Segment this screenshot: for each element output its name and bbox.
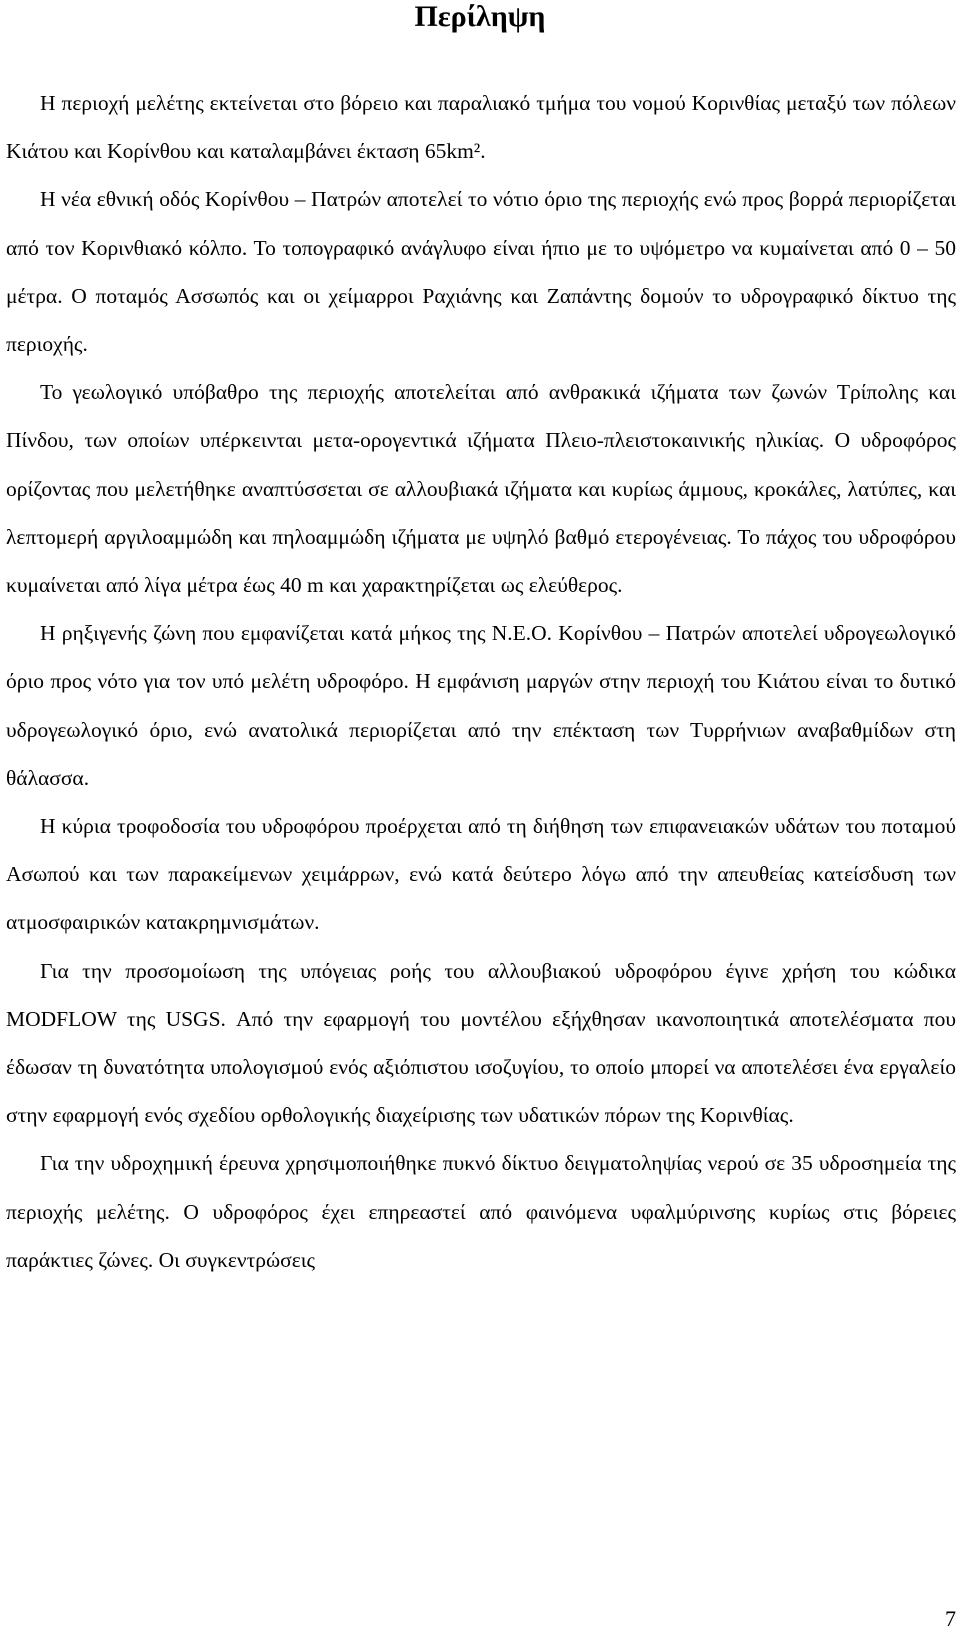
- paragraph-study-area: Η περιοχή μελέτης εκτείνεται στο βόρειο και παραλιακό τμήμα του νομού Κορινθίας μεταξύ των πόλεων Κιάτου και Κορίνθου και καταλαμβάνει έκταση 65km².: [6, 91, 956, 164]
- abstract-body: [6, 79, 956, 1284]
- paragraph-modflow-model: Για την προσομοίωση της υπόγειας ροής του αλλουβιακού υδροφόρου έγινε χρήση του κώδικα MODFLOW της USGS. Από την εφαρμογή του μοντέλου εξήχθησαν ικανοποιητικά αποτελέσματα που έδωσαν τη δυνατότητα υπολογισμού ενός αξιόπιστου ισοζυγίου, το οποίο μπορεί να αποτελέσει ένα εργαλείο στην εφαρμογή ενός σχεδίου ορθολογικής διαχείρισης των υδατικών πόρων της Κορινθίας.: [6, 958, 956, 1128]
- paragraph-hydrochemistry: Για την υδροχημική έρευνα χρησιμοποιήθηκε πυκνό δίκτυο δειγματοληψίας νερού σε 35 υδροσημεία της περιοχής μελέτης. Ο υδροφόρος έχει επηρεαστεί από φαινόμενα υφαλμύρινσης κυρίως στις βόρειες παράκτιες ζώνες. Οι συγκεντρώσεις: [6, 1151, 956, 1272]
- page-title: Περίληψη: [414, 0, 546, 33]
- page-number: 7: [945, 1606, 956, 1631]
- paragraph-geology: Το γεωλογικό υπόβαθρο της περιοχής αποτελείται από ανθρακικά ιζήματα των ζωνών Τρίπολης και Πίνδου, των οποίων υπέρκεινται μετα-ορογεντικά ιζήματα Πλειο-πλειστοκαινικής ηλικίας. Ο υδροφόρος ορίζοντας που μελετήθηκε αναπτύσσεται σε αλλουβιακά ιζήματα και κυρίως άμμους, κροκάλες, λατύπες, και λεπτομερή αργιλοαμμώδη και πηλοαμμώδη ιζήματα με υψηλό βαθμό ετερογένειας. Το πάχος του υδροφόρου κυμαίνεται από λίγα μέτρα έως 40 m και χαρακτηρίζεται ως ελεύθερος.: [6, 380, 956, 598]
- paragraph-hydrogeological-limits: Η ρηξιγενής ζώνη που εμφανίζεται κατά μήκος της Ν.Ε.Ο. Κορίνθου – Πατρών αποτελεί υδρογεωλογικό όριο προς νότο για τον υπό μελέτη υδροφόρο. Η εμφάνιση μαργών στην περιοχή του Κιάτου είναι το δυτικό υδρογεωλογικό όριο, ενώ ανατολικά περιορίζεται από την επέκταση των Τυρρήνιων αναβαθμίδων στη θάλασσα.: [6, 621, 956, 790]
- paragraph-recharge: Η κύρια τροφοδοσία του υδροφόρου προέρχεται από τη διήθηση των επιφανειακών υδάτων του ποταμού Ασωπού και των παρακείμενων χειμάρρων, ενώ κατά δεύτερο λόγω από την απευθείας κατείσδυση των ατμοσφαιρικών κατακρημνισμάτων.: [6, 814, 956, 935]
- paragraph-boundaries-topography: Η νέα εθνική οδός Κορίνθου – Πατρών αποτελεί το νότιο όριο της περιοχής ενώ προς βορρά περιορίζεται από τον Κορινθιακό κόλπο. Το τοπογραφικό ανάγλυφο είναι ήπιο με το υψόμετρο να κυμαίνεται από 0 – 50 μέτρα. Ο ποταμός Ασσωπός και οι χείμαρροι Ραχιάνης και Ζαπάντης δομούν το υδρογραφικό δίκτυο της περιοχής.: [6, 187, 956, 357]
